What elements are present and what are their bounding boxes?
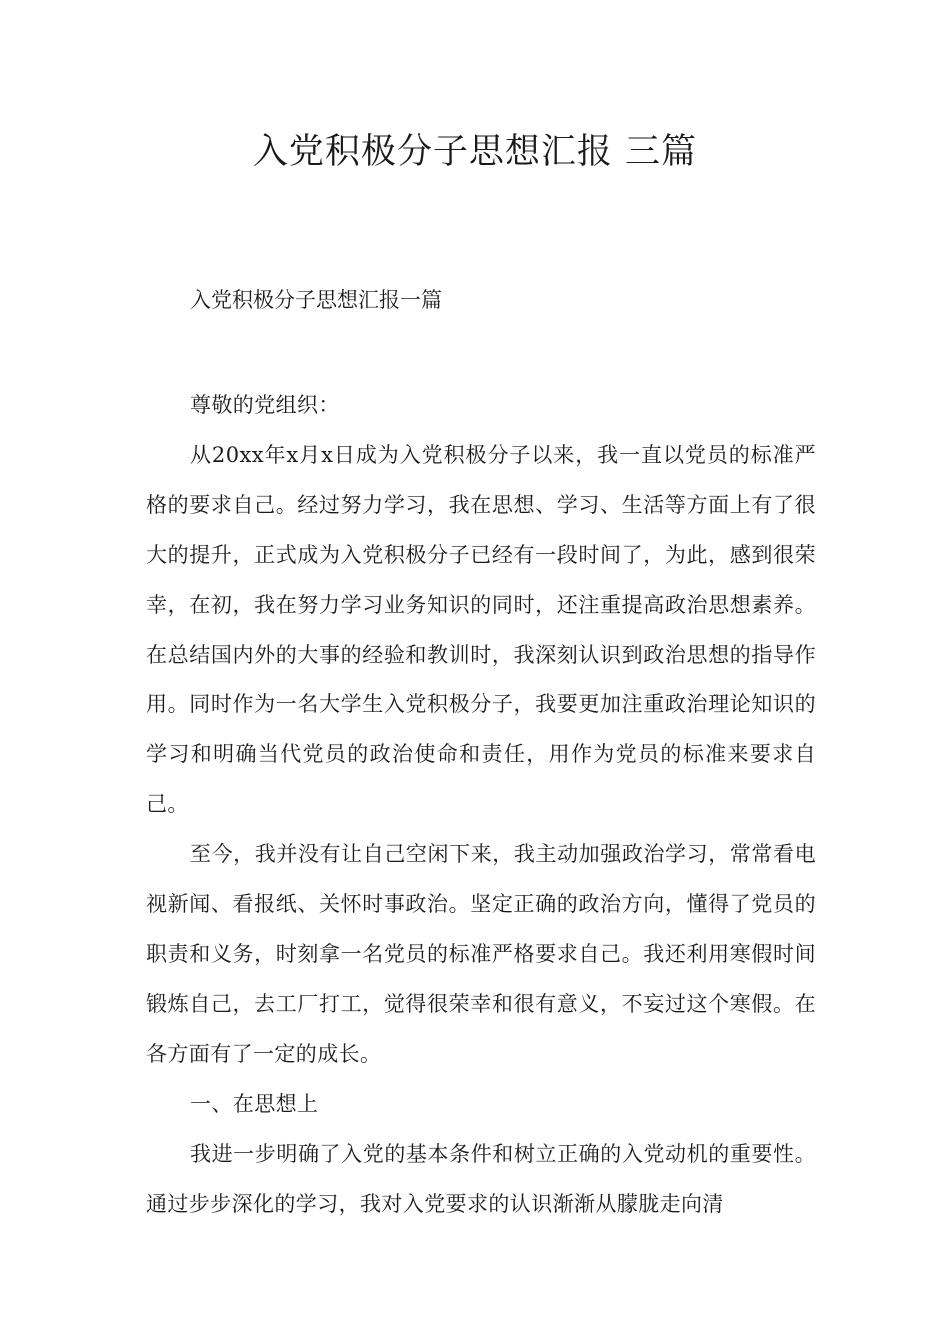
salutation: 尊敬的党组织： [190,393,340,417]
paragraph-1: 从20xx年x月x日成为入党积极分子以来，我一直以党员的标准严格的要求自己。经过努力学习，我在思想、学习、生活等方面上有了很大的提升，正式成为入党积极分子已经有一段时间了，为此，感到很荣幸，在初，我在努力学习业务知识的同时，还注重提高政治思想素养。在总结国内外的大事的经验和教训时，我深刻认识到政治思想的指导作用。同时作为一名大学生入党积极分子，我要更加注重政治理论知识的学习和明确当代党员的政治使命和责任，用作为党员的标准来要求自己。 [146,442,816,817]
document-body [146,381,816,1229]
section-heading: 一、在思想上 [190,1091,319,1116]
paragraph-2: 至今，我并没有让自己空闲下来，我主动加强政治学习，常常看电视新闻、看报纸、关怀时事政治。坚定正确的政治方向，懂得了党员的职责和义务，时刻拿一名党员的标准严格要求自己。我还利用寒假时间锻炼自己，去工厂打工，觉得很荣幸和很有意义，不妄过这个寒假。在各方面有了一定的成长。 [146,842,816,1066]
section-paragraph: 我进一步明确了入党的基本条件和树立正确的入党动机的重要性。通过步步深化的学习，我对入党要求的认识渐渐从朦胧走向清 [146,1141,816,1216]
document-title: 入党积极分子思想汇报 三篇 [252,132,698,172]
document-subtitle: 入党积极分子思想汇报一篇 [190,288,442,312]
